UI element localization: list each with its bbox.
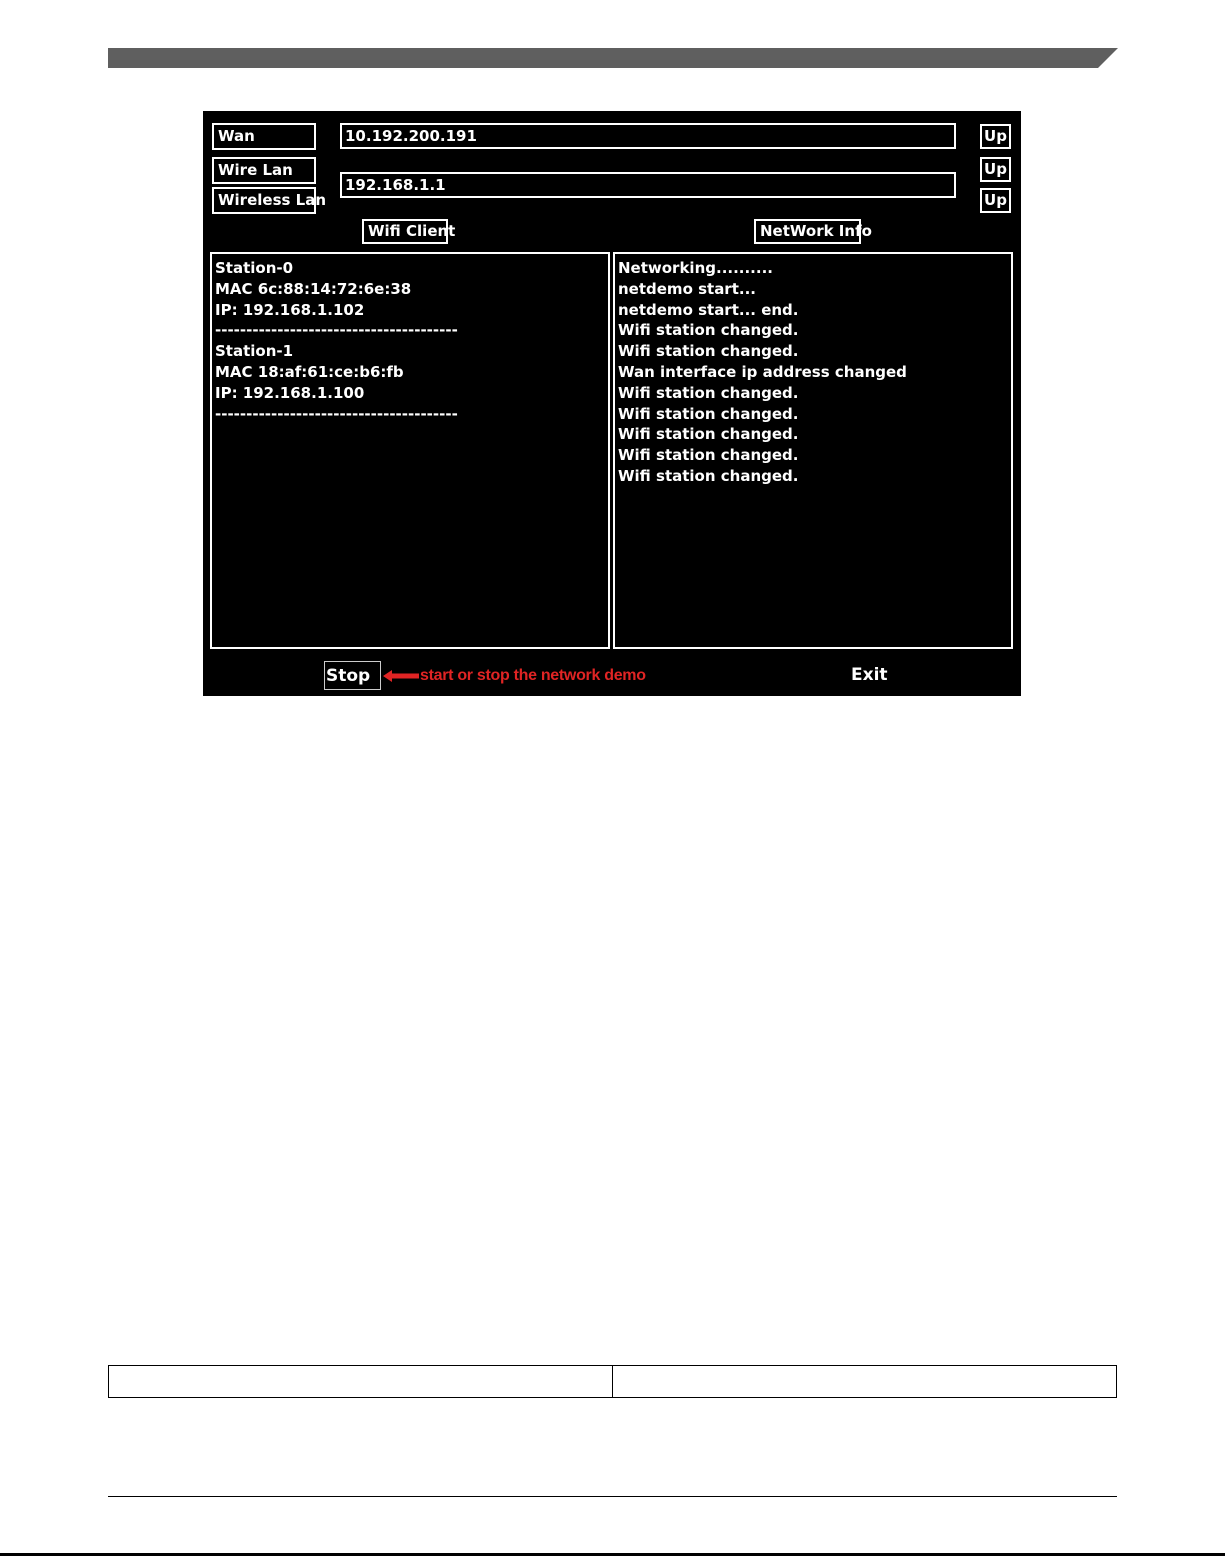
wan-ip-field[interactable]: 10.192.200.191 [340, 123, 956, 149]
table-cell [109, 1366, 612, 1397]
table-cell [612, 1366, 1116, 1397]
stop-button[interactable]: Stop [324, 661, 381, 690]
exit-button[interactable]: Exit [851, 665, 888, 685]
list-item: --------------------------------------- [215, 321, 458, 340]
lan-ip-field[interactable]: 192.168.1.1 [340, 172, 956, 198]
log-line: Wifi station changed. [618, 446, 799, 465]
wire-lan-up-button[interactable]: Up [980, 157, 1011, 182]
list-item: IP: 192.168.1.100 [215, 383, 365, 402]
list-item: Station-0 [215, 259, 294, 277]
log-line: Wifi station changed. [618, 466, 799, 485]
wireless-lan-up-button[interactable]: Up [980, 188, 1011, 213]
wan-up-button[interactable]: Up [980, 124, 1011, 149]
arrow-left-icon [383, 670, 419, 682]
log-line: Wifi station changed. [618, 342, 799, 361]
network-demo-screen [203, 111, 1021, 696]
list-item: MAC 6c:88:14:72:6e:38 [215, 279, 412, 298]
list-item: IP: 192.168.1.102 [215, 300, 365, 319]
list-item: MAC 18:af:61:ce:b6:fb [215, 362, 404, 381]
wifi-client-panel [210, 252, 610, 649]
wire-lan-label: Wire Lan [212, 157, 316, 184]
footer-divider [108, 1496, 1117, 1497]
log-line: netdemo start... end. [618, 300, 799, 319]
list-item: --------------------------------------- [215, 404, 458, 423]
wan-label: Wan [212, 123, 316, 150]
log-line: netdemo start... [618, 279, 756, 298]
document-header-bar [108, 48, 1118, 68]
log-line: Wifi station changed. [618, 383, 799, 402]
log-line: Wifi station changed. [618, 321, 799, 340]
tab-network-info[interactable]: NetWork Info [754, 219, 861, 244]
log-line: Wifi station changed. [618, 425, 799, 444]
tab-wifi-client[interactable]: Wifi Client [362, 219, 448, 244]
log-line: Wan interface ip address changed [618, 362, 907, 381]
list-item: Station-1 [215, 342, 294, 361]
log-line: Networking.......... [618, 259, 773, 277]
wireless-lan-label: Wireless Lan [212, 187, 316, 214]
network-info-panel [613, 252, 1013, 649]
annotation-text: start or stop the network demo [420, 667, 646, 684]
document-table [108, 1365, 1117, 1398]
log-line: Wifi station changed. [618, 404, 799, 423]
